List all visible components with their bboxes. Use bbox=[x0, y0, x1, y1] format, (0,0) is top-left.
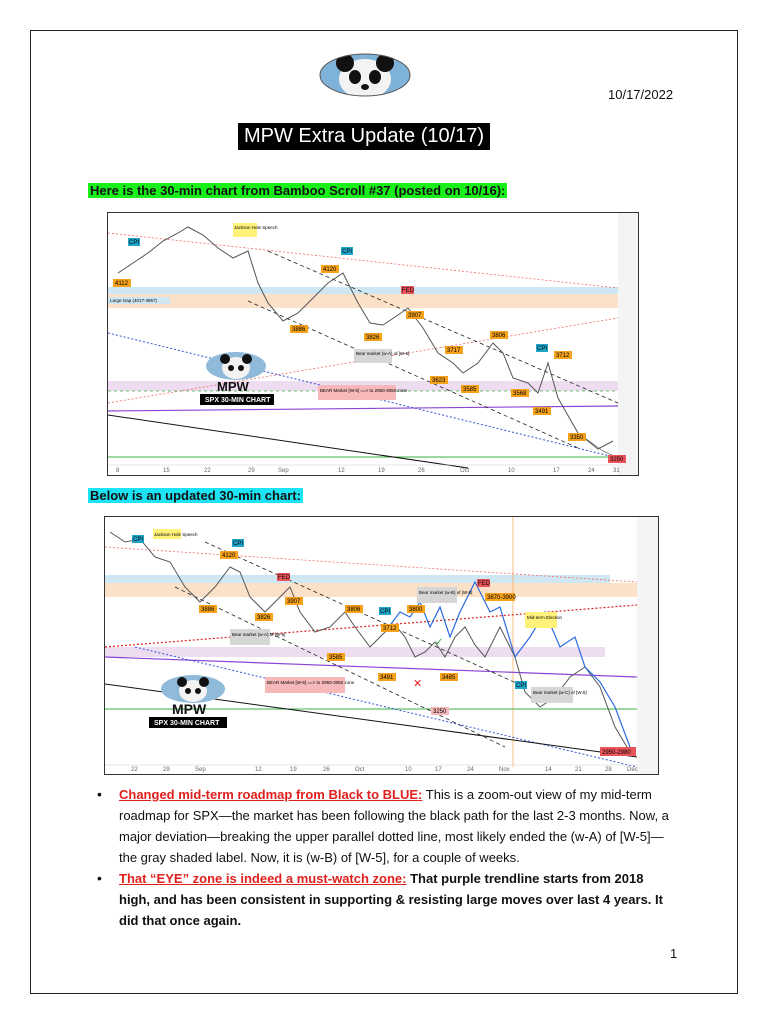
svg-text:10: 10 bbox=[508, 468, 515, 474]
svg-text:17: 17 bbox=[435, 767, 442, 773]
chart1-note-bear-w5: BEAR Market [W-5] ==> to 2950-3050 zone bbox=[320, 388, 408, 393]
svg-text:Dec: Dec bbox=[627, 767, 638, 773]
chart1-label-3826: 3826 bbox=[366, 335, 380, 341]
svg-text:17: 17 bbox=[553, 468, 560, 474]
chart2-label-3712: 3712 bbox=[383, 626, 397, 632]
chart1-label-3250: 3250 bbox=[610, 457, 624, 463]
panda-logo bbox=[319, 53, 411, 97]
svg-text:29: 29 bbox=[248, 468, 255, 474]
chart1-label-3712: 3712 bbox=[556, 353, 570, 359]
chart1-label-3907: 3907 bbox=[408, 313, 422, 319]
chart1-label-3585: 3585 bbox=[463, 387, 477, 393]
chart2-label-3491: 3491 bbox=[380, 675, 394, 681]
chart2-note-bear-wc: Bear market (w-C) of [W-5] bbox=[533, 690, 587, 695]
svg-text:22: 22 bbox=[131, 767, 138, 773]
green-check-mark: ✓ bbox=[435, 637, 444, 648]
svg-text:19: 19 bbox=[378, 468, 385, 474]
chart2-label-fed-1: FED bbox=[278, 575, 290, 581]
red-x-mark: ✕ bbox=[413, 677, 423, 690]
chart1-caption: SPX 30-MIN CHART bbox=[205, 397, 271, 404]
svg-text:Nov: Nov bbox=[499, 767, 510, 773]
chart1-note-bear-wa: Bear market (w-A) of [W-5] bbox=[356, 351, 410, 356]
chart1-label-3568: 3568 bbox=[513, 391, 527, 397]
svg-text:10: 10 bbox=[405, 767, 412, 773]
chart2-label-3800: 3800 bbox=[409, 607, 423, 613]
document-date: 10/17/2022 bbox=[608, 87, 674, 102]
chart1-label-cpi-1: CPI bbox=[129, 240, 140, 246]
svg-text:21: 21 bbox=[575, 767, 582, 773]
chart2-brand: MPW bbox=[172, 701, 207, 717]
svg-text:22: 22 bbox=[204, 468, 211, 474]
chart2-label-cpi-3: CPI bbox=[380, 609, 391, 615]
chart2-label-cpi-1: CPI bbox=[133, 537, 144, 543]
chart2-label-3585: 3585 bbox=[329, 655, 343, 661]
bullet-eye-zone-lead: That “EYE” zone is indeed a must-watch zone: bbox=[119, 871, 407, 886]
svg-text:Oct: Oct bbox=[355, 767, 365, 773]
chart1-label-jackson-hole: Jackson Hole Speech bbox=[234, 225, 278, 230]
svg-text:Sep: Sep bbox=[278, 468, 289, 474]
chart2-caption: SPX 30-MIN CHART bbox=[154, 720, 220, 727]
chart2-note-bear-wb: Bear market (w-B) of [W-5] bbox=[419, 590, 473, 595]
bullet-roadmap-lead: Changed mid-term roadmap from Black to BLUE: bbox=[119, 787, 423, 802]
svg-text:12: 12 bbox=[338, 468, 345, 474]
chart2-label-3870-3900: 3870-3900 bbox=[487, 595, 516, 601]
page-number: 1 bbox=[670, 946, 678, 961]
svg-text:31: 31 bbox=[613, 468, 620, 474]
chart2-label-cpi-4: CPI bbox=[516, 683, 527, 689]
chart2-note-bear-wa: Bear market (w-A) of [W-5] bbox=[232, 632, 286, 637]
chart2-label-cpi-2: CPI bbox=[233, 541, 244, 547]
chart2-label-jackson-hole: Jackson Hole Speech bbox=[154, 532, 198, 537]
chart2-label-3250: 3250 bbox=[433, 709, 447, 715]
svg-text:8: 8 bbox=[116, 468, 120, 474]
svg-text:26: 26 bbox=[323, 767, 330, 773]
chart1-label-3806: 3806 bbox=[492, 333, 506, 339]
chart1-label-4112: 4112 bbox=[115, 281, 128, 287]
chart2-label-4120: 4120 bbox=[222, 553, 236, 559]
chart1-label-3717: 3717 bbox=[447, 348, 461, 354]
svg-text:26: 26 bbox=[418, 468, 425, 474]
bullet-eye-zone-text: That purple trendline starts from 2018 high, and has been consistent in supporting & resisting large moves over last 4 years. It did that once again. bbox=[119, 871, 663, 928]
gap-band-orange bbox=[108, 294, 618, 308]
chart1-label-fed: FED bbox=[402, 288, 414, 294]
chart1-label-cpi-3: CPI bbox=[537, 346, 548, 352]
document-title: MPW Extra Update (10/17) bbox=[238, 123, 490, 150]
svg-text:24: 24 bbox=[467, 767, 474, 773]
chart1-label-4120: 4120 bbox=[323, 267, 337, 273]
svg-text:24: 24 bbox=[588, 468, 595, 474]
chart1-label-3350: 3350 bbox=[570, 435, 584, 441]
svg-text:14: 14 bbox=[545, 767, 552, 773]
chart1-label-3491: 3491 bbox=[535, 409, 549, 415]
gap-band-blue bbox=[108, 287, 618, 294]
chart2-label-3806: 3806 bbox=[347, 607, 361, 613]
bullet-eye-zone bbox=[95, 868, 675, 931]
svg-text:Oct: Oct bbox=[460, 468, 470, 474]
commentary-bullets bbox=[95, 784, 675, 931]
chart2-note-bear-w5: BEAR Market [W-5] ==> to 2950-3050 zone bbox=[267, 680, 355, 685]
chart2-label-3886: 3886 bbox=[201, 607, 215, 613]
chart1-note-large-gap: Large Gap (4017-3957) bbox=[110, 298, 158, 303]
svg-text:12: 12 bbox=[255, 767, 262, 773]
svg-text:15: 15 bbox=[163, 468, 170, 474]
chart-1-image bbox=[107, 212, 639, 476]
chart1-label-cpi-2: CPI bbox=[342, 249, 353, 255]
svg-text:29: 29 bbox=[163, 767, 170, 773]
chart2-label-3907: 3907 bbox=[287, 599, 301, 605]
chart2-label-3485: 3485 bbox=[442, 675, 456, 681]
svg-text:Sep: Sep bbox=[195, 767, 206, 773]
chart2-label-3826: 3826 bbox=[257, 615, 271, 621]
svg-text:28: 28 bbox=[605, 767, 612, 773]
chart2-label-2950-2980: 2950-2980 bbox=[602, 750, 631, 756]
bullet-roadmap bbox=[95, 784, 675, 868]
bullet-roadmap-text: This is a zoom-out view of my mid-term roadmap for SPX—the market has been following the black path for the last 2-3 months. Now, a major deviation—breaking the upper parallel dotted line, most likely ended the (w-A) of [W-5]—the gray shaded label. Now, it is (w-B) of [W-5], for a couple of weeks. bbox=[119, 787, 669, 865]
chart2-label-fed-2: FED bbox=[478, 581, 490, 587]
subheading-chart-1: Here is the 30-min chart from Bamboo Scroll #37 (posted on 10/16): bbox=[90, 183, 506, 198]
chart1-label-3623: 3623 bbox=[432, 378, 446, 384]
chart1-brand: MPW bbox=[217, 379, 249, 394]
chart-2-image bbox=[104, 516, 659, 775]
svg-text:19: 19 bbox=[290, 767, 297, 773]
subheading-chart-2: Below is an updated 30-min chart: bbox=[90, 488, 301, 503]
chart1-label-3886: 3886 bbox=[292, 327, 306, 333]
chart2-note-midterm-election: Mid-term Election bbox=[527, 615, 563, 620]
